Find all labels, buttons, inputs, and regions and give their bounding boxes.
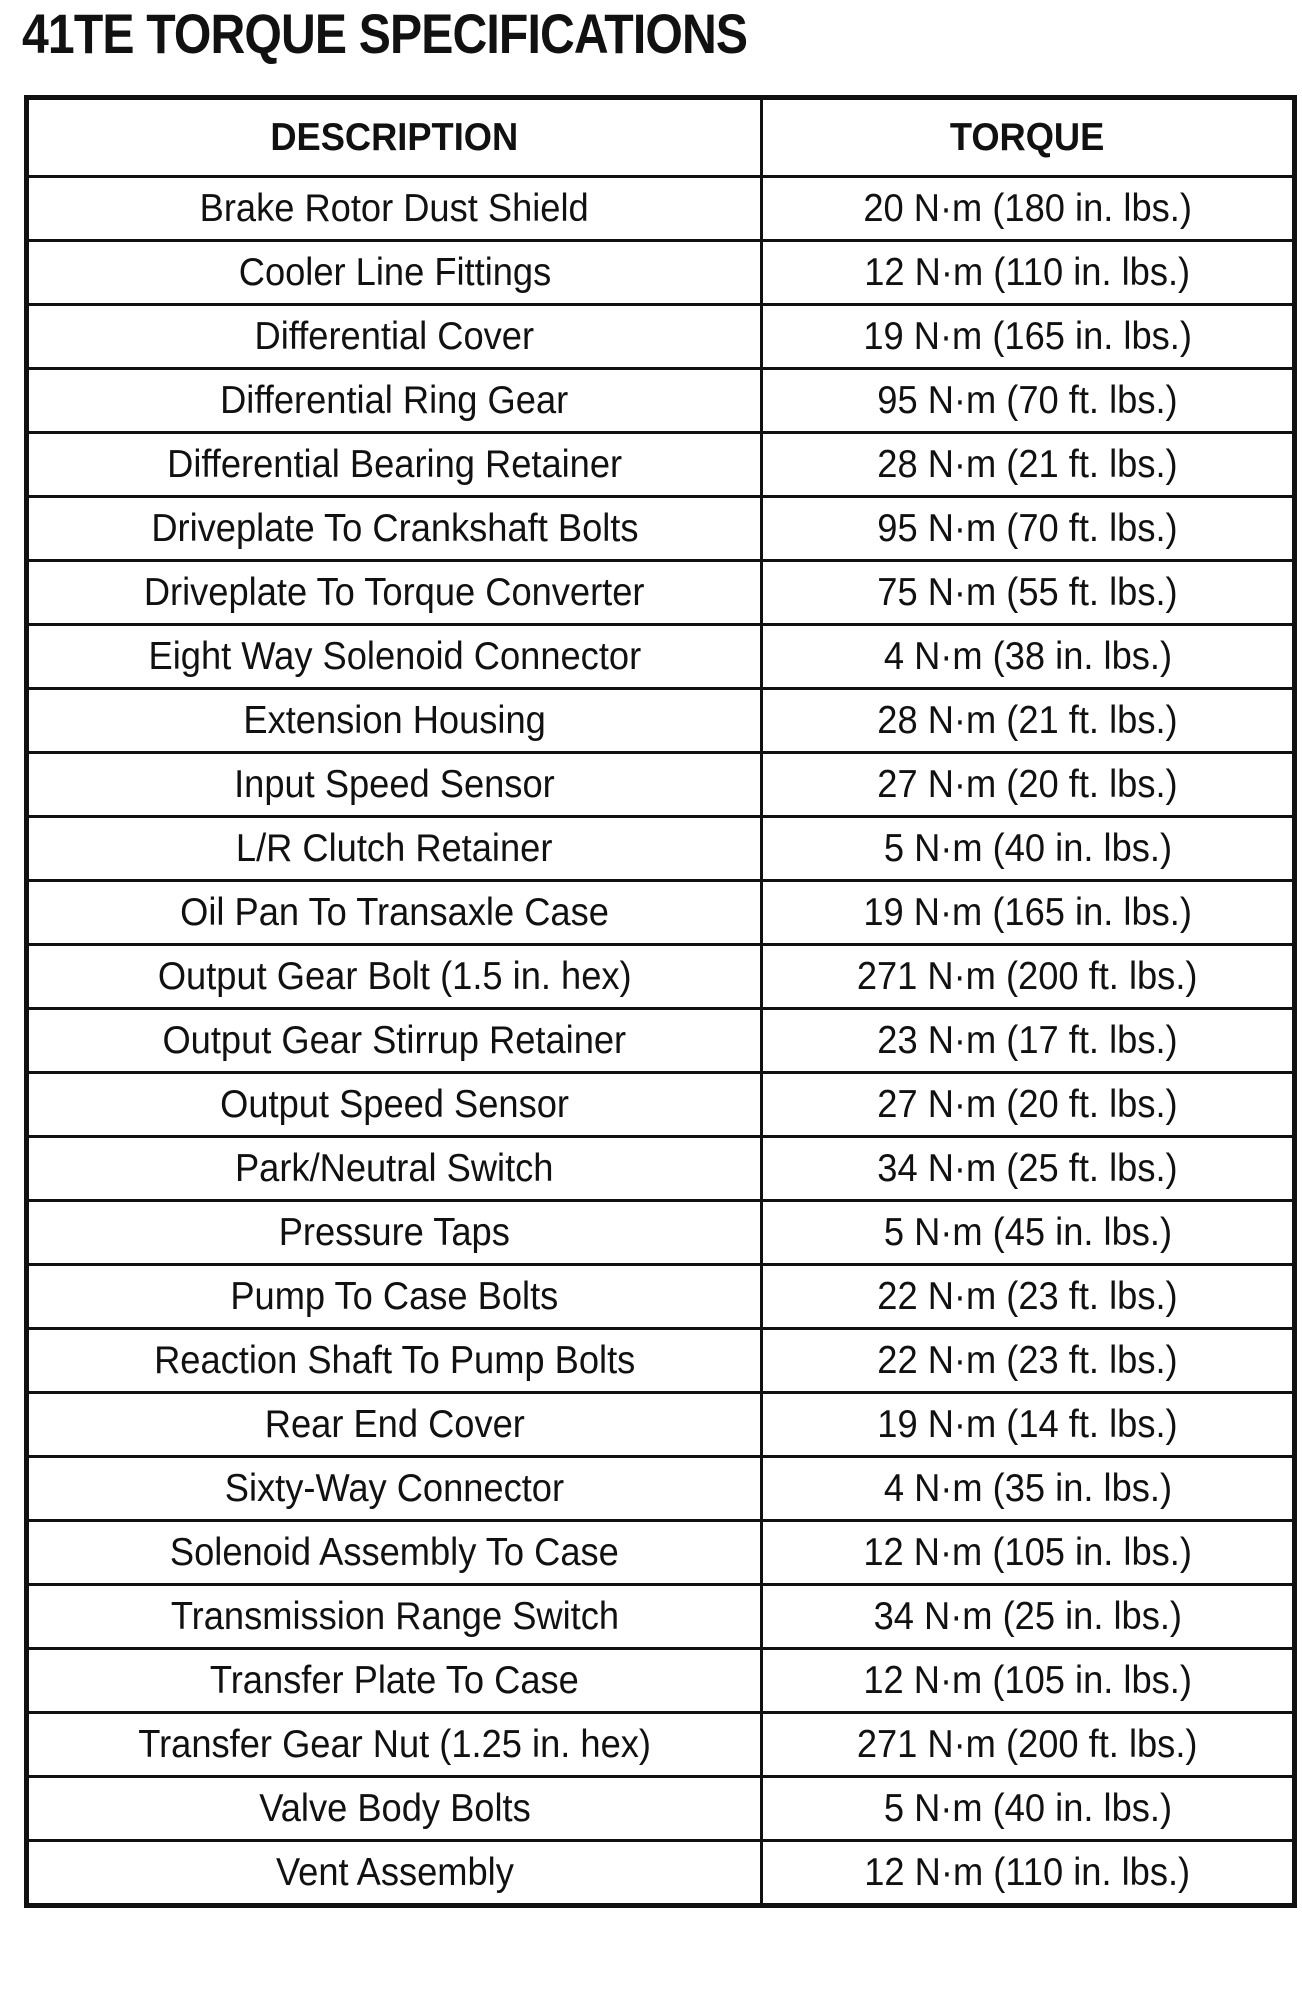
description-cell: Cooler Line Fittings	[27, 241, 762, 305]
torque-cell: 19 N·m (165 in. lbs.)	[762, 881, 1295, 945]
torque-cell: 22 N·m (23 ft. lbs.)	[762, 1265, 1295, 1329]
description-cell: Rear End Cover	[27, 1393, 762, 1457]
torque-cell: 12 N·m (110 in. lbs.)	[762, 241, 1295, 305]
torque-cell: 5 N·m (40 in. lbs.)	[762, 1777, 1295, 1841]
table-row	[27, 369, 1295, 433]
description-cell: Output Gear Stirrup Retainer	[27, 1009, 762, 1073]
description-cell: Pump To Case Bolts	[27, 1265, 762, 1329]
column-header-description: DESCRIPTION	[27, 98, 762, 177]
table-row	[27, 1393, 1295, 1457]
page-title: 41TE TORQUE SPECIFICATIONS	[22, 2, 748, 65]
table-row	[27, 1521, 1295, 1585]
torque-cell: 5 N·m (40 in. lbs.)	[762, 817, 1295, 881]
table-row	[27, 689, 1295, 753]
description-cell: Sixty-Way Connector	[27, 1457, 762, 1521]
torque-spec-table	[24, 95, 1297, 1908]
description-cell: Brake Rotor Dust Shield	[27, 177, 762, 241]
torque-cell: 27 N·m (20 ft. lbs.)	[762, 753, 1295, 817]
description-cell: Pressure Taps	[27, 1201, 762, 1265]
description-cell: Solenoid Assembly To Case	[27, 1521, 762, 1585]
table-row	[27, 1329, 1295, 1393]
table-row	[27, 1137, 1295, 1201]
torque-cell: 22 N·m (23 ft. lbs.)	[762, 1329, 1295, 1393]
torque-cell: 12 N·m (110 in. lbs.)	[762, 1841, 1295, 1906]
description-cell: Vent Assembly	[27, 1841, 762, 1906]
description-cell: Driveplate To Torque Converter	[27, 561, 762, 625]
torque-cell: 20 N·m (180 in. lbs.)	[762, 177, 1295, 241]
description-cell: Park/Neutral Switch	[27, 1137, 762, 1201]
description-cell: Input Speed Sensor	[27, 753, 762, 817]
description-cell: Valve Body Bolts	[27, 1777, 762, 1841]
table-row	[27, 1777, 1295, 1841]
description-cell: Transmission Range Switch	[27, 1585, 762, 1649]
table-row	[27, 817, 1295, 881]
description-cell: Differential Ring Gear	[27, 369, 762, 433]
torque-cell: 95 N·m (70 ft. lbs.)	[762, 497, 1295, 561]
torque-cell: 271 N·m (200 ft. lbs.)	[762, 945, 1295, 1009]
table-row	[27, 497, 1295, 561]
table-row	[27, 1649, 1295, 1713]
torque-cell: 34 N·m (25 in. lbs.)	[762, 1585, 1295, 1649]
torque-cell: 12 N·m (105 in. lbs.)	[762, 1649, 1295, 1713]
torque-cell: 28 N·m (21 ft. lbs.)	[762, 433, 1295, 497]
torque-cell: 75 N·m (55 ft. lbs.)	[762, 561, 1295, 625]
table-row	[27, 881, 1295, 945]
torque-cell: 34 N·m (25 ft. lbs.)	[762, 1137, 1295, 1201]
table-row	[27, 177, 1295, 241]
table-row	[27, 433, 1295, 497]
table-row	[27, 561, 1295, 625]
description-cell: Transfer Gear Nut (1.25 in. hex)	[27, 1713, 762, 1777]
description-cell: Driveplate To Crankshaft Bolts	[27, 497, 762, 561]
table-row	[27, 1201, 1295, 1265]
table-row	[27, 241, 1295, 305]
description-cell: Reaction Shaft To Pump Bolts	[27, 1329, 762, 1393]
torque-cell: 28 N·m (21 ft. lbs.)	[762, 689, 1295, 753]
table-body	[27, 177, 1295, 1906]
torque-cell: 4 N·m (38 in. lbs.)	[762, 625, 1295, 689]
table-row	[27, 1073, 1295, 1137]
table-row	[27, 1841, 1295, 1906]
description-cell: Eight Way Solenoid Connector	[27, 625, 762, 689]
torque-cell: 271 N·m (200 ft. lbs.)	[762, 1713, 1295, 1777]
table-row	[27, 1265, 1295, 1329]
torque-cell: 27 N·m (20 ft. lbs.)	[762, 1073, 1295, 1137]
torque-cell: 23 N·m (17 ft. lbs.)	[762, 1009, 1295, 1073]
description-cell: Output Gear Bolt (1.5 in. hex)	[27, 945, 762, 1009]
description-cell: Oil Pan To Transaxle Case	[27, 881, 762, 945]
table-row	[27, 1457, 1295, 1521]
table-header-row	[27, 98, 1295, 177]
torque-cell: 12 N·m (105 in. lbs.)	[762, 1521, 1295, 1585]
description-cell: Output Speed Sensor	[27, 1073, 762, 1137]
torque-cell: 5 N·m (45 in. lbs.)	[762, 1201, 1295, 1265]
table-row	[27, 625, 1295, 689]
table-row	[27, 1585, 1295, 1649]
torque-cell: 19 N·m (14 ft. lbs.)	[762, 1393, 1295, 1457]
torque-cell: 4 N·m (35 in. lbs.)	[762, 1457, 1295, 1521]
table-row	[27, 305, 1295, 369]
torque-cell: 95 N·m (70 ft. lbs.)	[762, 369, 1295, 433]
description-cell: Extension Housing	[27, 689, 762, 753]
description-cell: L/R Clutch Retainer	[27, 817, 762, 881]
table-row	[27, 945, 1295, 1009]
table-row	[27, 1713, 1295, 1777]
torque-cell: 19 N·m (165 in. lbs.)	[762, 305, 1295, 369]
column-header-torque: TORQUE	[762, 98, 1295, 177]
description-cell: Transfer Plate To Case	[27, 1649, 762, 1713]
table-row	[27, 1009, 1295, 1073]
description-cell: Differential Bearing Retainer	[27, 433, 762, 497]
table-row	[27, 753, 1295, 817]
description-cell: Differential Cover	[27, 305, 762, 369]
